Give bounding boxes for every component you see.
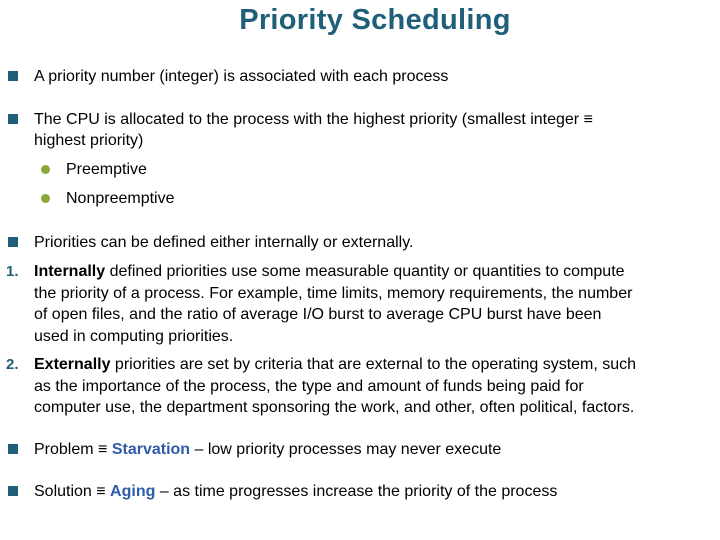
bullet-2-line-2: highest priority): [34, 132, 144, 149]
problem-prefix: Problem ≡: [34, 441, 112, 458]
bullet-2-line-1: The CPU is allocated to the process with the highest priority (smallest integer ≡: [34, 111, 593, 128]
problem-rest: – low priority processes may never execute: [190, 441, 502, 458]
round-bullet-icon: [41, 165, 50, 174]
square-bullet-icon: [8, 486, 18, 496]
problem-text: [34, 439, 714, 461]
numbered-1-line-1: [34, 261, 714, 283]
slide-title: Priority Scheduling: [239, 4, 511, 36]
bullet-1-text: A priority number (integer) is associated with each process: [34, 68, 449, 85]
sub-bullet-1-text: Preemptive: [66, 161, 147, 178]
solution-prefix: Solution ≡: [34, 483, 111, 500]
number-marker: 1.: [6, 263, 19, 280]
square-bullet-icon: [8, 237, 18, 247]
solution-text: [34, 481, 714, 503]
square-bullet-icon: [8, 444, 18, 454]
numbered-2-line-1: [34, 354, 714, 376]
round-bullet-icon: [41, 194, 50, 203]
keyword-aging: Aging: [110, 483, 156, 500]
keyword-externally: Externally: [34, 356, 111, 373]
keyword-starvation: Starvation: [111, 441, 191, 458]
solution-rest: – as time progresses increase the priority of the process: [155, 483, 558, 500]
numbered-1-line-1-rest: defined priorities use some measurable quantity or quantities to compute: [105, 263, 625, 280]
bullet-3-text: Priorities can be defined either internally or externally.: [34, 234, 414, 251]
numbered-1-line-4: used in computing priorities.: [34, 327, 234, 345]
keyword-internally: Internally: [34, 263, 106, 280]
numbered-1-line-2: the priority of a process. For example, time limits, memory requirements, the number: [34, 284, 633, 302]
sub-bullet-2-text: Nonpreemptive: [66, 190, 175, 207]
square-bullet-icon: [8, 114, 18, 124]
square-bullet-icon: [8, 71, 18, 81]
number-marker: 2.: [6, 356, 19, 373]
numbered-2-line-1-rest: priorities are set by criteria that are external to the operating system, such: [110, 356, 637, 373]
numbered-1-line-3: of open files, and the ratio of average I/O burst to average CPU burst have been: [34, 306, 602, 323]
numbered-2-line-2: as the importance of the process, the type and amount of funds being paid for: [34, 377, 584, 395]
numbered-2-line-3: computer use, the department sponsoring the work, and other, often political, factors.: [34, 399, 635, 416]
